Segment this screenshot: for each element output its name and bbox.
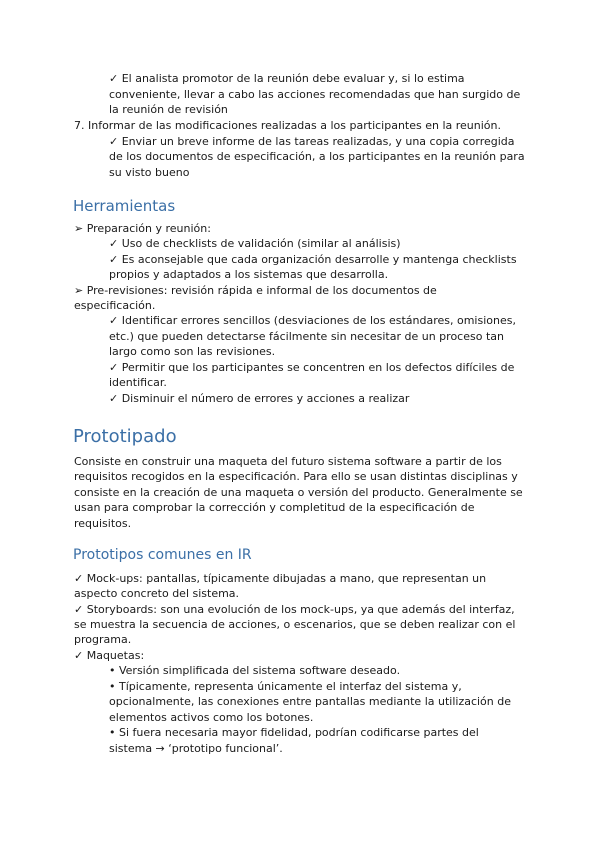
check-item: ✓ Uso de checklists de validación (similar al análisis) [109,237,401,250]
section-heading-prototipado: Prototipado [73,426,177,447]
paragraph-line: consiste en la creación de una maqueta o versión del producto. Generalmente se [74,486,523,499]
check-item: ✓ Maquetas: [74,649,145,662]
paragraph-line: Consiste en construir una maqueta del futuro sistema software a partir de los [74,455,502,468]
list-item: • Versión simplificada del sistema software deseado. [109,664,401,677]
paragraph-line: la reunión de revisión [109,103,228,116]
paragraph-line: largo como son las revisiones. [109,345,276,358]
paragraph-line: propios y adaptados a los sistemas que desarrolla. [109,268,389,281]
check-item: ✓ Identificar errores sencillos (desviaciones de los estándares, omisiones, [109,314,516,327]
paragraph-line: ✓ Enviar un breve informe de las tareas realizadas, y una copia corregida [109,135,515,148]
check-item: ✓ Permitir que los participantes se concentren en los defectos difíciles de [109,361,515,374]
paragraph-line: elementos activos como los botones. [109,711,314,724]
section-heading-prototipos-comunes: Prototipos comunes en IR [73,547,252,563]
paragraph-line: conveniente, llevar a cabo las acciones recomendadas que han surgido de [109,88,521,101]
paragraph-line: identificar. [109,376,167,389]
paragraph-line: aspecto concreto del sistema. [74,587,240,600]
paragraph-line: opcionalmente, las conexiones entre pantallas mediante la utilización de [109,695,512,708]
paragraph-line: de los documentos de especificación, a los participantes en la reunión para [109,150,525,163]
paragraph-line: se muestra la secuencia de acciones, o escenarios, que se deben realizar con el [74,618,516,631]
bullet-item: ➢ Pre-revisiones: revisión rápida e informal de los documentos de [74,284,437,297]
paragraph-line: especificación. [74,299,156,312]
paragraph-line: programa. [74,633,132,646]
list-item: • Si fuera necesaria mayor fidelidad, podrían codificarse partes del [109,726,479,739]
check-item: ✓ Storyboards: son una evolución de los mock-ups, ya que además del interfaz, [74,603,515,616]
list-item: • Típicamente, representa únicamente el interfaz del sistema y, [109,680,462,693]
paragraph-line: requisitos. [74,517,132,530]
paragraph-line: su visto bueno [109,166,190,179]
numbered-item: 7. Informar de las modificaciones realizadas a los participantes en la reunión. [74,119,502,132]
check-item: ✓ Mock-ups: pantallas, típicamente dibujadas a mano, que representan un [74,572,487,585]
paragraph-line: etc.) que pueden detectarse fácilmente sin necesitar de un proceso tan [109,330,504,343]
check-item: ✓ Es aconsejable que cada organización desarrolle y mantenga checklists [109,253,517,266]
paragraph-line: usan para comprobar la corrección y completitud de la especificación de [74,501,475,514]
check-item: ✓ Disminuir el número de errores y acciones a realizar [109,392,410,405]
section-heading-herramientas: Herramientas [73,197,176,215]
paragraph-line: ✓ El analista promotor de la reunión debe evaluar y, si lo estima [109,72,465,85]
bullet-item: ➢ Preparación y reunión: [74,222,211,235]
paragraph-line: requisitos recogidos en la especificación. Para ello se usan distintas disciplinas y [74,470,518,483]
paragraph-line: sistema → ‘prototipo funcional’. [109,742,283,755]
